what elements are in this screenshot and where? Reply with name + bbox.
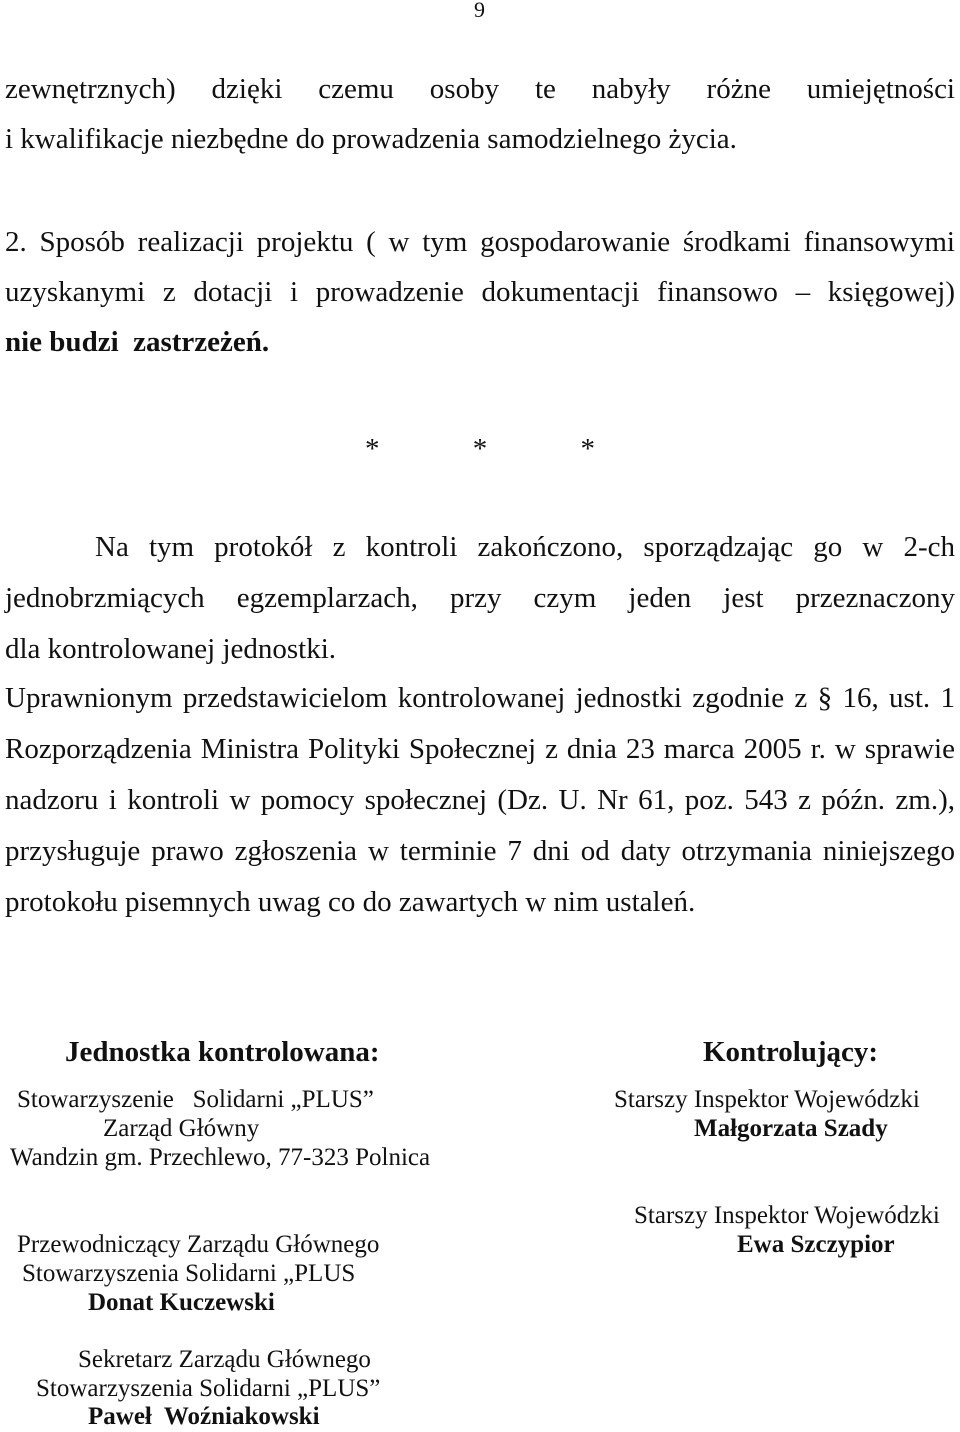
paragraph-point-2 bbox=[5, 217, 955, 367]
paragraph-line: przysługuje prawo zgłoszenia w terminie 7 dni od daty otrzymania niniejszego bbox=[5, 835, 955, 867]
signatory-name: Ewa Szczypior bbox=[737, 1231, 895, 1258]
paragraph-line: Rozporządzenia Ministra Polityki Społecznej z dnia 23 marca 2005 r. w sprawie bbox=[5, 733, 955, 765]
signatory-title-line: Stowarzyszenia Solidarni „PLUS bbox=[22, 1260, 356, 1287]
signature-heading: Jednostka kontrolowana: bbox=[65, 1036, 380, 1068]
paragraph-line: Uprawnionym przedstawicielom kontrolowanej jednostki zgodnie z § 16, ust. 1 bbox=[5, 682, 955, 714]
paragraph-line: protokołu pisemnych uwag co do zawartych w nim ustaleń. bbox=[5, 886, 696, 918]
paragraph-line: uzyskanymi z dotacji i prowadzenie dokumentacji finansowo – księgowej) bbox=[5, 276, 955, 308]
paragraph-line-conclusion: nie budzi zastrzeżeń. bbox=[5, 326, 270, 358]
paragraph-line: nadzoru i kontroli w pomocy społecznej (Dz. U. Nr 61, poz. 543 z późn. zm.), bbox=[5, 784, 955, 816]
signature-heading: Kontrolujący: bbox=[703, 1036, 879, 1068]
address-line: Stowarzyszenie Solidarni „PLUS” bbox=[17, 1086, 374, 1113]
paragraph-line: 2. Sposób realizacji projektu ( w tym gospodarowanie środkami finansowymi bbox=[5, 226, 955, 258]
signatory-title-line: Przewodniczący Zarządu Głównego bbox=[17, 1231, 380, 1258]
signatory-title-line: Starszy Inspektor Wojewódzki bbox=[634, 1202, 940, 1229]
paragraph-line: Na tym protokół z kontroli zakończono, sporządzając go w 2-ch bbox=[95, 531, 955, 563]
paragraph-closing bbox=[5, 522, 955, 675]
signatory-title-line: Starszy Inspektor Wojewódzki bbox=[614, 1086, 920, 1113]
signatory-name: Małgorzata Szady bbox=[694, 1115, 888, 1142]
paragraph-continuation bbox=[5, 64, 955, 164]
section-separator: * * * bbox=[365, 433, 595, 465]
page-number: 9 bbox=[474, 0, 485, 22]
signatory-name: Paweł Woźniakowski bbox=[88, 1403, 320, 1430]
paragraph-line: zewnętrznych) dzięki czemu osoby te nabyły różne umiejętności bbox=[5, 73, 955, 105]
paragraph-line: jednobrzmiących egzemplarzach, przy czym jeden jest przeznaczony bbox=[5, 582, 955, 614]
signatory-name: Donat Kuczewski bbox=[88, 1289, 275, 1316]
signatory-title-line: Sekretarz Zarządu Głównego bbox=[78, 1346, 371, 1373]
paragraph-line: dla kontrolowanej jednostki. bbox=[5, 633, 337, 665]
signatory-title-line: Stowarzyszenia Solidarni „PLUS” bbox=[36, 1375, 381, 1402]
address-line: Zarząd Główny bbox=[103, 1115, 260, 1142]
paragraph-rights bbox=[5, 673, 955, 928]
address-line: Wandzin gm. Przechlewo, 77-323 Polnica bbox=[10, 1144, 431, 1171]
paragraph-line: i kwalifikacje niezbędne do prowadzenia samodzielnego życia. bbox=[5, 123, 737, 155]
